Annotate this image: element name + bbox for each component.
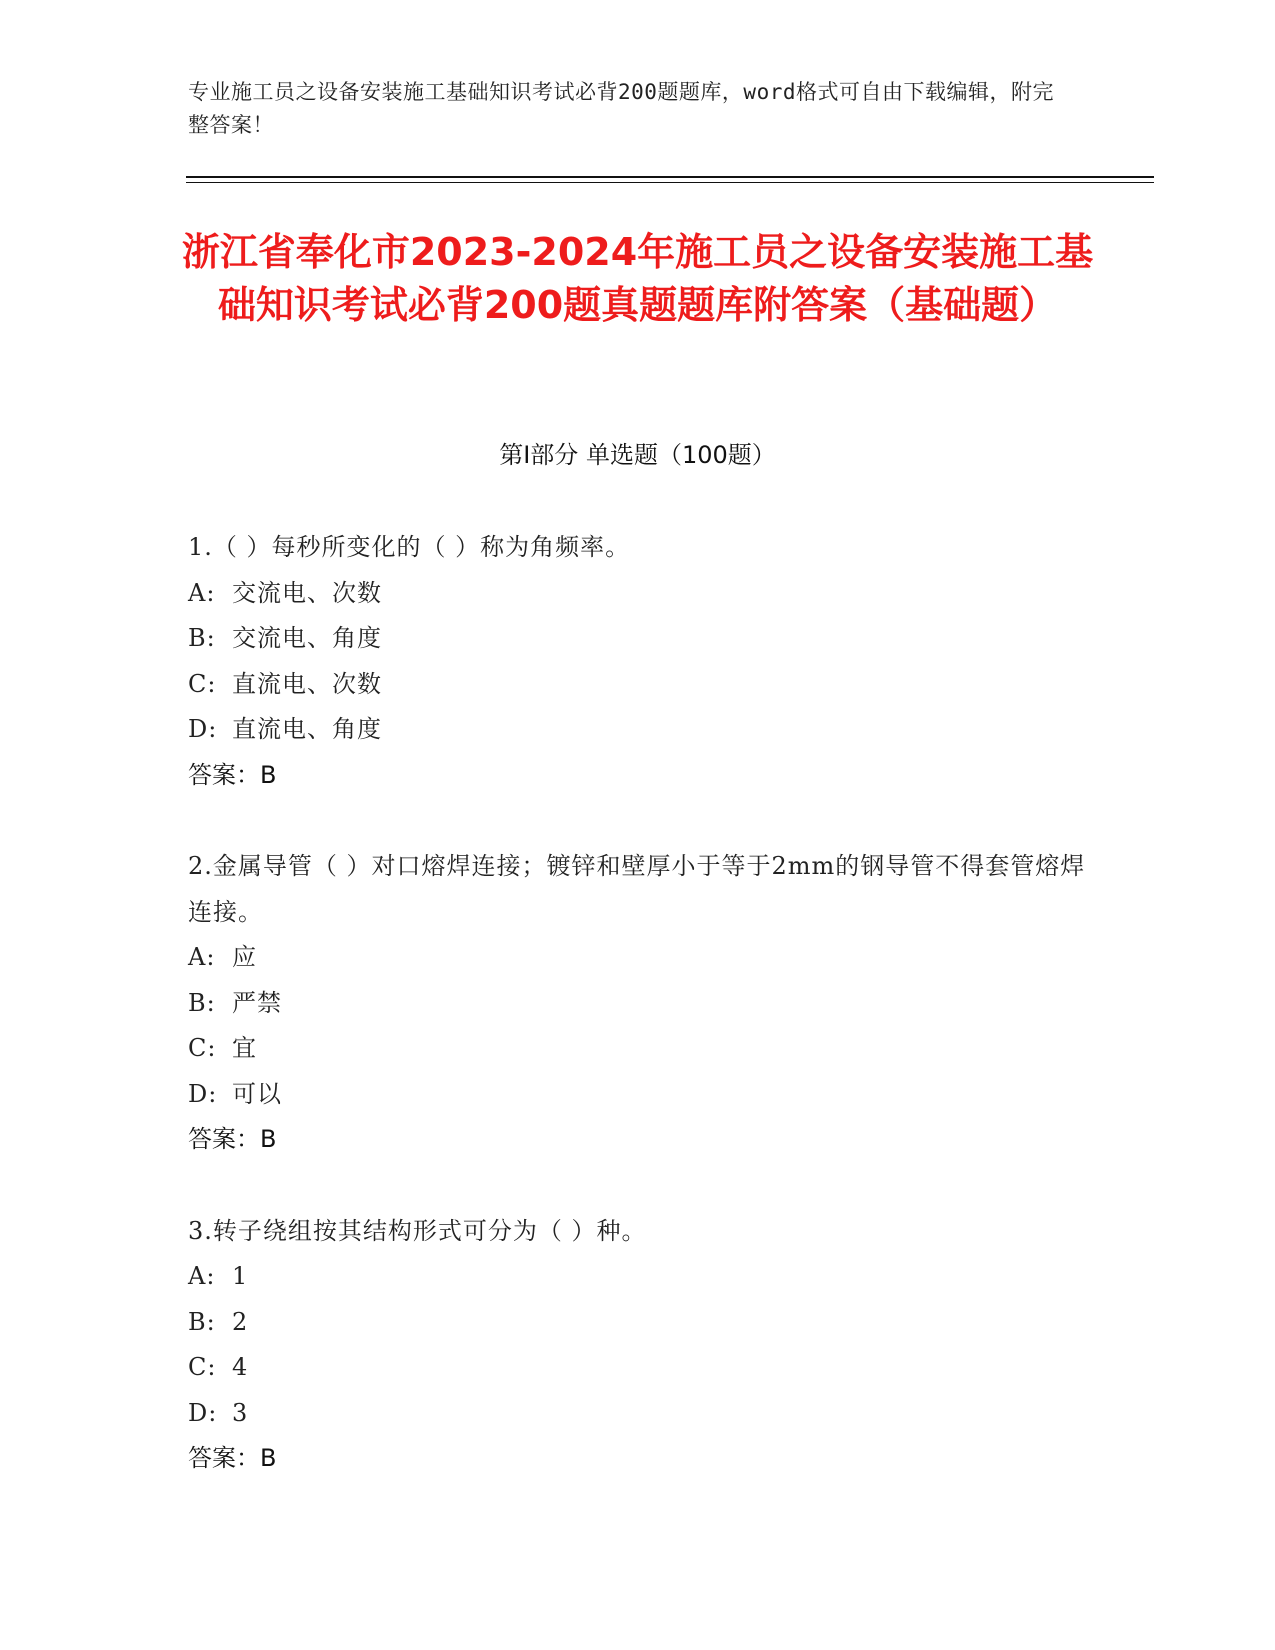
option-text: 宜	[232, 1034, 257, 1062]
question-stem: 1.（ ）每秒所变化的（ ）称为角频率。	[188, 533, 631, 561]
answer: 答案：B	[188, 760, 277, 789]
option-a	[188, 571, 1088, 617]
header-note: 专业施工员之设备安装施工基础知识考试必背200题题库，word格式可自由下载编辑，附完整答案！	[188, 80, 1054, 137]
option-text: 应	[232, 943, 257, 971]
question-stem: 2.金属导管（ ）对口熔焊连接；镀锌和壁厚小于等于2mm的钢导管不得套管熔焊连接。	[188, 852, 1086, 926]
option-key: D:	[188, 1398, 218, 1427]
option-b	[188, 616, 1088, 662]
option-text: 4	[232, 1353, 249, 1381]
question-3	[188, 1209, 1088, 1482]
option-text: 交流电、角度	[232, 624, 382, 652]
option-c	[188, 1026, 1088, 1072]
question-1	[188, 525, 1088, 798]
option-key: A:	[188, 1262, 216, 1290]
option-text: 3	[232, 1398, 249, 1427]
option-key: B:	[188, 1307, 216, 1336]
option-text: 2	[232, 1307, 249, 1336]
option-key: B:	[188, 988, 216, 1017]
option-text: 可以	[232, 1079, 282, 1108]
option-key: B:	[188, 624, 216, 652]
answer: 答案：B	[188, 1125, 277, 1153]
answer: 答案：B	[188, 1444, 277, 1472]
option-text: 1	[232, 1262, 249, 1290]
question-2	[188, 844, 1088, 1163]
option-key: A:	[188, 578, 216, 607]
option-a	[188, 935, 1088, 981]
option-text: 严禁	[232, 988, 282, 1017]
option-key: D:	[188, 715, 218, 743]
document-title: 浙江省奉化市2023-2024年施工员之设备安装施工基础知识考试必背200题真题题库附答案（基础题）	[181, 230, 1094, 327]
option-a	[188, 1254, 1088, 1300]
option-key: C:	[188, 669, 217, 698]
option-text: 直流电、次数	[232, 669, 382, 698]
option-d	[188, 1072, 1088, 1118]
header-rule-thick	[186, 176, 1154, 178]
option-c	[188, 662, 1088, 708]
option-c	[188, 1345, 1088, 1391]
question-list	[188, 525, 1088, 1528]
option-d	[188, 707, 1088, 753]
option-text: 交流电、次数	[232, 578, 382, 607]
option-key: A:	[188, 943, 216, 971]
option-text: 直流电、角度	[232, 715, 382, 743]
question-stem: 3.转子绕组按其结构形式可分为（ ）种。	[188, 1216, 647, 1245]
option-b	[188, 981, 1088, 1027]
section-heading: 第Ⅰ部分 单选题（100题）	[499, 441, 776, 469]
option-key: C:	[188, 1034, 217, 1062]
header-rule-thin	[186, 182, 1154, 183]
option-key: D:	[188, 1079, 218, 1108]
option-key: C:	[188, 1353, 217, 1381]
option-d	[188, 1391, 1088, 1437]
option-b	[188, 1300, 1088, 1346]
